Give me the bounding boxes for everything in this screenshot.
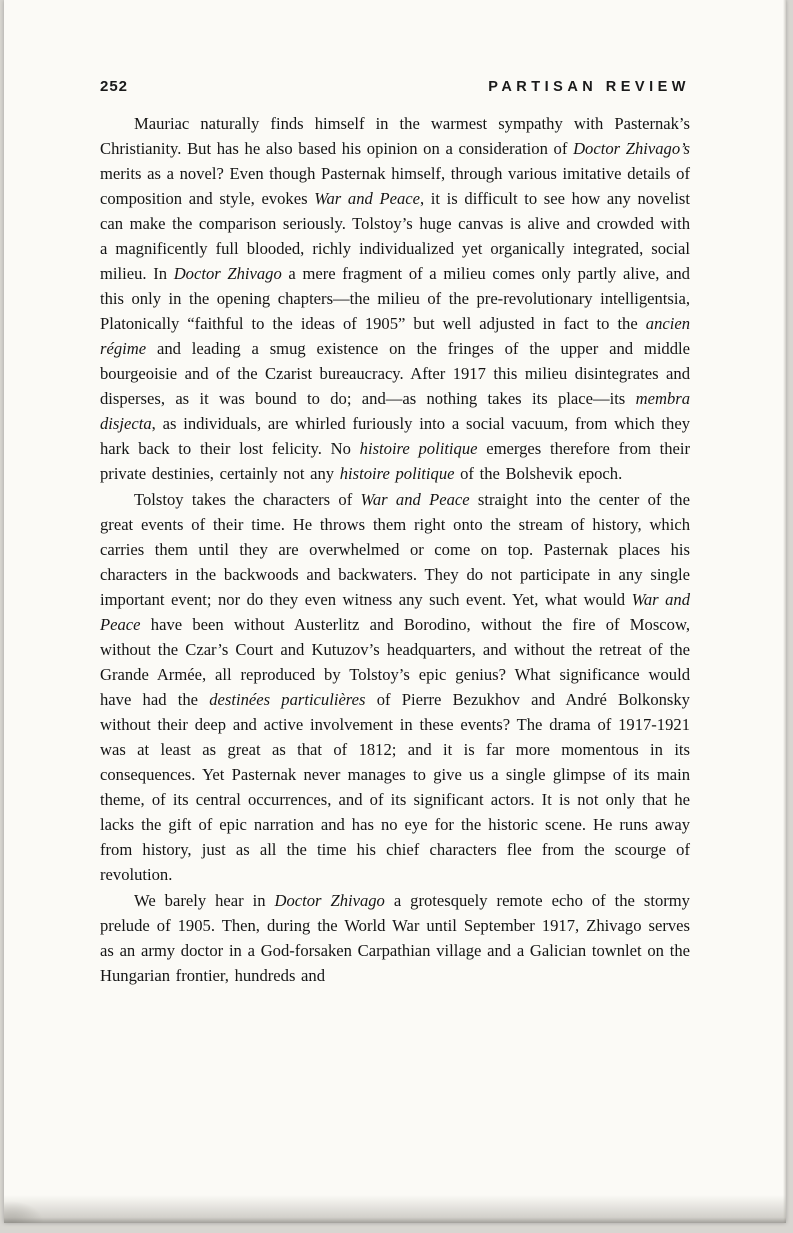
text-run: Tolstoy takes the characters of: [134, 490, 361, 509]
text-run: , it is difficult to see how any novelist can make the comparison seriously. Tolstoy’s huge canvas is alive and crowded with a magnificently full blooded, richly individualized yet organically integrated, social milieu. In: [100, 189, 691, 283]
text-run: straight into the center of the great events of their time. He throws them right onto the stream of history, which carries them until they are overwhelmed or come on top. Pasternak places his characters in the backwoods and backwaters. They do not participate in any single important event; nor do they even witness any such event. Yet, what would: [100, 490, 690, 609]
text-run: We barely hear in: [134, 891, 275, 910]
text-run: of Pierre Bezukhov and André Bolkonsky without their deep and active involvement in these events? The drama of 1917-1921 was at least as great as that of 1812; and it is far more momentous in its consequences. Yet Pasternak never manages to give us a single glimpse of its main theme, of its central occurrences, and of its significant actors. It is not only that he lacks the gift of epic narration and has no eye for the historic scene. He runs away from history, just as all the time his chief characters flee from the scourge of revolution.: [100, 690, 690, 884]
italic-text-run: destinées particulières: [209, 690, 366, 709]
page-content: [100, 78, 690, 988]
italic-text-run: Doctor Zhivago: [173, 264, 282, 283]
italic-text-run: Doctor Zhivago: [274, 891, 385, 910]
text-run: a grotesquely remote echo of the stormy prelude of 1905. Then, during the World War until September 1917, Zhivago serves as an army doctor in a God-forsaken Carpathian village and a Galician townlet on the Hungarian frontier, hundreds and: [100, 891, 690, 985]
italic-text-run: ancien régime: [100, 314, 690, 358]
paragraph: [100, 888, 690, 988]
scan-edge-right: [783, 0, 786, 1223]
journal-title: PARTISAN REVIEW: [488, 79, 690, 95]
text-run: and leading a smug existence on the fringes of the upper and middle bourgeoisie and of the Czarist bureaucracy. After 1917 this milieu disintegrates and disperses, as it was bound to do; and—as nothing takes its place—its: [100, 339, 690, 408]
italic-text-run: Doctor Zhivago’s: [573, 139, 690, 158]
text-run: Mauriac naturally finds himself in the warmest sympathy with Pasternak’s Christianity. But has he also based his opinion on a consideration of: [100, 114, 690, 158]
scan-corner-blotch: [4, 1201, 44, 1223]
text-run: of the Bolshevik epoch.: [454, 464, 623, 483]
italic-text-run: War and Peace: [100, 590, 690, 634]
text-run: , as individuals, are whirled furiously into a social vacuum, from which they hark back to their lost felicity. No: [100, 414, 690, 458]
italic-text-run: War and Peace: [314, 189, 420, 208]
body-text: [100, 111, 690, 988]
page-number: 252: [100, 78, 129, 95]
scan-edge-shadow: [4, 1195, 786, 1223]
italic-text-run: histoire politique: [359, 439, 478, 458]
paragraph: [100, 487, 690, 887]
italic-text-run: War and Peace: [360, 490, 470, 509]
text-run: have been without Austerlitz and Borodino, without the fire of Moscow, without the Czar’s Court and Kutuzov’s headquarters, and without the retreat of the Grande Armée, all reproduced by Tolstoy’s epic genius? What significance would have had the: [100, 615, 690, 709]
scanned-page: [4, 0, 786, 1223]
text-run: emerges therefore from their private destinies, certainly not any: [100, 439, 691, 483]
text-run: a mere fragment of a milieu comes only partly alive, and this only in the opening chapters—the milieu of the pre-revolutionary intelligentsia, Platonically “faithful to the ideas of 1905” but well adjusted in fact to the: [100, 264, 690, 333]
italic-text-run: membra disjecta: [100, 389, 690, 433]
paragraph: [100, 111, 690, 486]
text-run: merits as a novel? Even though Pasternak himself, through various imitative details of composition and style, evokes: [100, 164, 690, 208]
running-head: [100, 78, 690, 95]
italic-text-run: histoire politique: [339, 464, 455, 483]
